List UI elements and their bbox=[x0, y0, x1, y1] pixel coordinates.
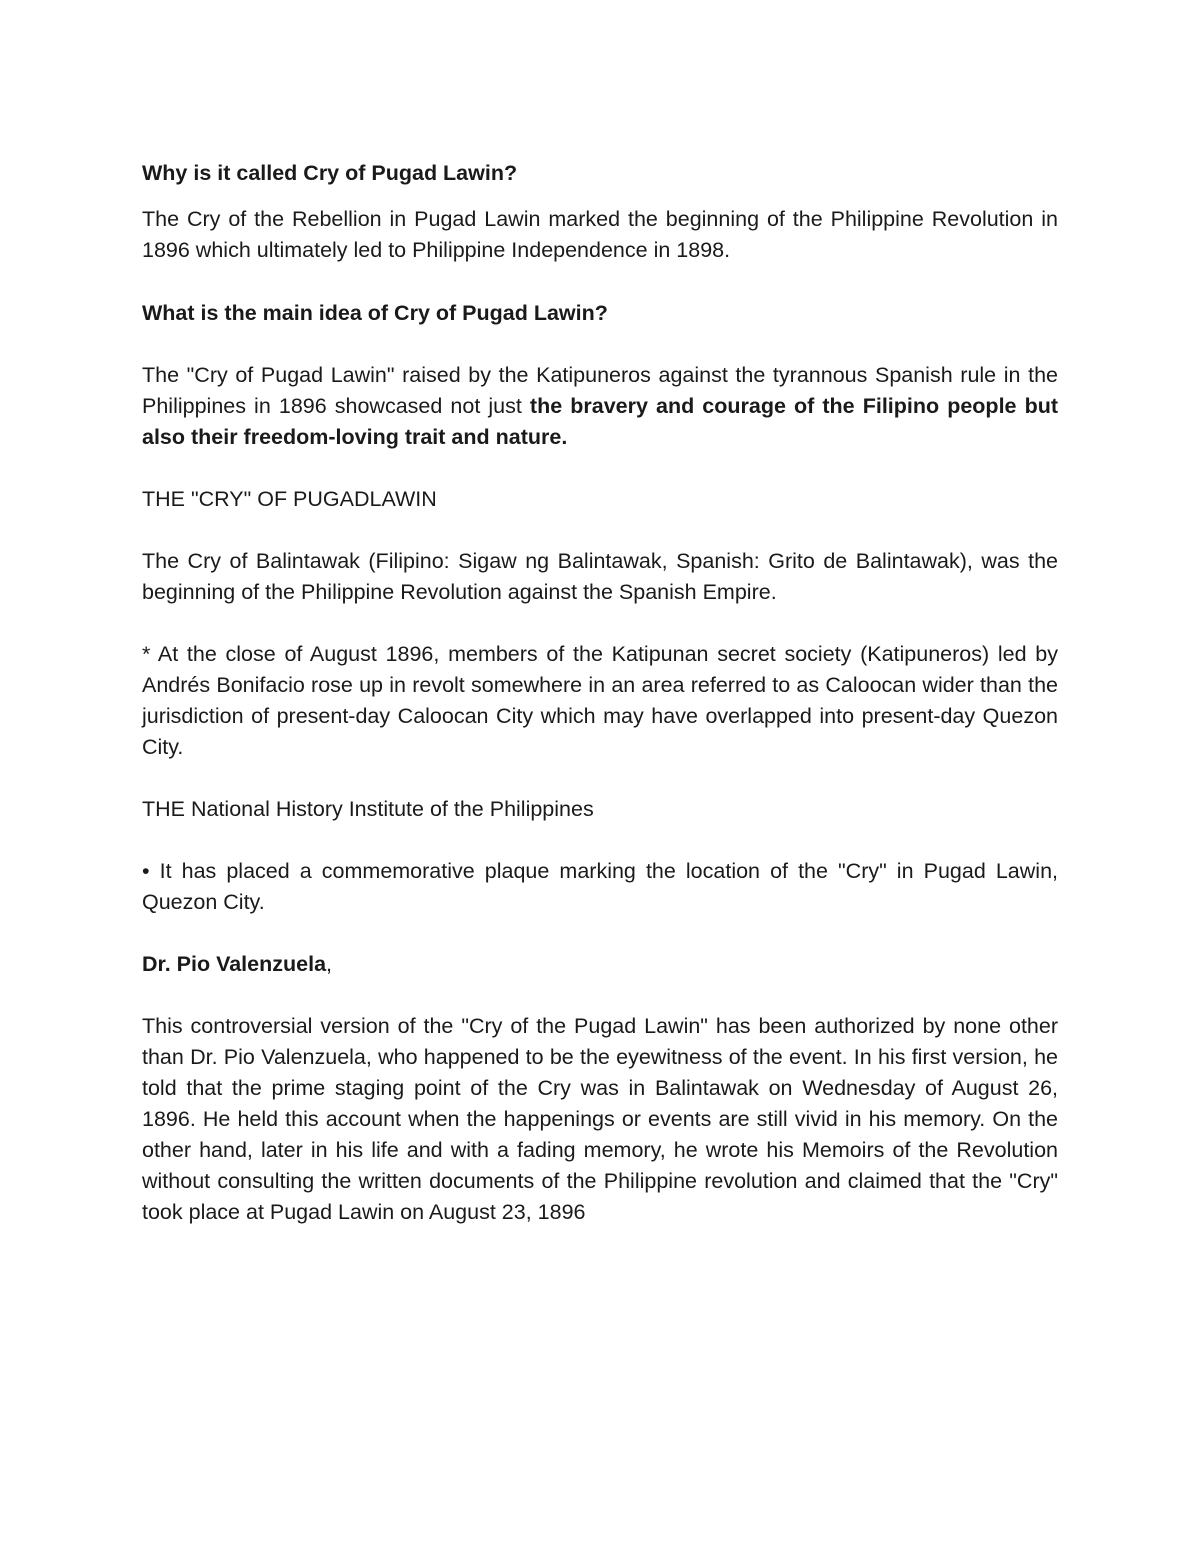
heading-why-called: Why is it called Cry of Pugad Lawin? bbox=[142, 161, 518, 185]
paragraph-cry-detail: * At the close of August 1896, members of the Katipunan secret society (Katipuneros) led by Andrés Bonifacio rose up in revolt somewhere in an area referred to as Caloocan wider than the jurisdiction of present-day Caloocan City which may have overlapped into present-day Quezon City. bbox=[142, 642, 1058, 759]
main-idea-plain-text: The "Cry of Pugad Lawin" raised by the Katipuneros against the tyrannous Spanish rule in the Philippines in 1896 showcased not just bbox=[142, 363, 1058, 418]
paragraph-why-called-answer: The Cry of the Rebellion in Pugad Lawin marked the beginning of the Philippine Revolution in 1896 which ultimately led to Philippine Independence in 1898. bbox=[142, 207, 1058, 262]
heading-cry-of-pugadlawin: THE "CRY" OF PUGADLAWIN bbox=[142, 487, 437, 511]
main-idea-bold-text: the bravery and courage of the Filipino people but also their freedom-loving trait and nature. bbox=[142, 394, 1058, 449]
paragraph-main-idea-answer bbox=[142, 360, 1058, 453]
institute-bullet: • It has placed a commemorative plaque marking the location of the "Cry" in Pugad Lawin, Quezon City. bbox=[142, 859, 1058, 914]
heading-main-idea: What is the main idea of Cry of Pugad Lawin? bbox=[142, 301, 608, 325]
paragraph-valenzuela: This controversial version of the "Cry of the Pugad Lawin" has been authorized by none other than Dr. Pio Valenzuela, who happened to be the eyewitness of the event. In his first version, he told that the prime staging point of the Cry was in Balintawak on Wednesday of August 26, 1896. He held this account when the happenings or events are still vivid in his memory. On the other hand, later in his life and with a fading memory, he wrote his Memoirs of the Revolution without consulting the written documents of the Philippine revolution and claimed that the "Cry" took place at Pugad Lawin on August 23, 1896 bbox=[142, 1014, 1058, 1224]
valenzuela-comma: , bbox=[326, 952, 333, 976]
valenzuela-name: Dr. Pio Valenzuela bbox=[142, 952, 327, 976]
paragraph-cry-intro: The Cry of Balintawak (Filipino: Sigaw ng Balintawak, Spanish: Grito de Balintawak), was the beginning of the Philippine Revolution against the Spanish Empire. bbox=[142, 549, 1058, 604]
institute-line: THE National History Institute of the Philippines bbox=[142, 797, 594, 821]
heading-valenzuela bbox=[142, 949, 1058, 980]
document-page bbox=[142, 158, 1058, 1228]
